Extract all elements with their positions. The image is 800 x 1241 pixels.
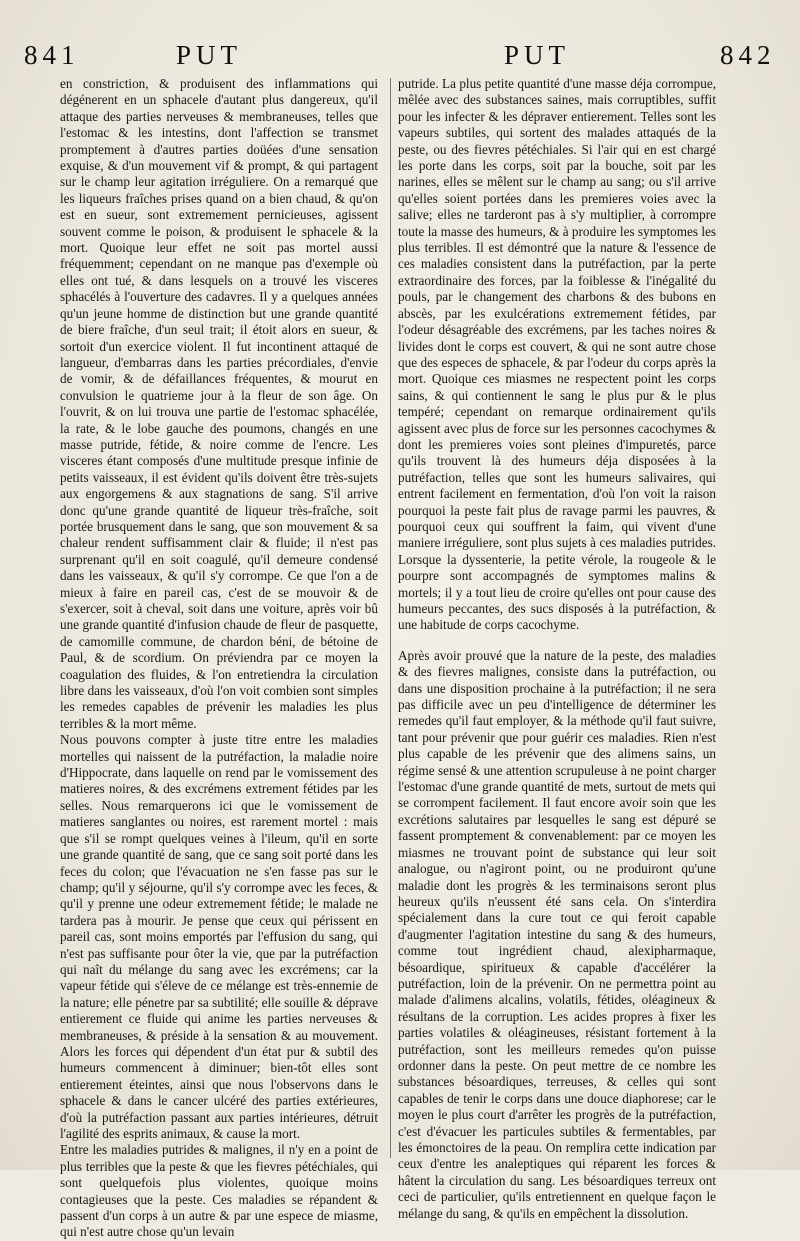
left-text-column [60, 76, 378, 1240]
right-text-column [398, 76, 716, 1221]
column-divider [390, 78, 391, 1158]
paragraph: Nous pouvons compter à juste titre entre les maladies mortelles qui naissent de la putréfaction, la maladie noire d'Hippocrate, dans laquelle on rend par le vomissement des matieres noires, & des excrémens extrement fétides par les selles. Nous remarquerons ici que le vomissement de matieres sanglantes ou noires, est rarement mortel : mais que s'il se rompt quelques veines à l'ileum, qu'il en sorte une grande quantité de sang, que ce sang soit porté dans les feces du colon; que l'évacuation ne s'en fasse pas sur le champ; qu'il y séjourne, qu'il s'y corrompe avec les feces, & qu'il y prenne une odeur extremement fétide; le malade ne tardera pas à mourir. Je pense que ceux qui périssent en pareil cas, sont moins emportés par l'effusion du sang, qui n'est pas suffisante pour ôter la vie, que par la putréfaction qui naît du mélange du sang avec les excrémens; car la vapeur fétide qui s'éleve de ce mélange est très-ennemie de la nature; elle pénetre par sa subtilité; elle souille & déprave entierement ce fluide qui anime les parties nerveuses & membraneuses, & préside à la sensation & au mouvement. Alors les forces qui dépendent d'un état pur & subtil des humeurs commencent à diminuer; bien-tôt elles sont entierement éteintes, ainsi que nous l'observons dans le sphacele & dans le cancer ulcéré des parties extérieures, d'où la putréfaction passant aux parties intérieures, détruit l'agilité des esprits animaux, & cause la mort. [60, 732, 378, 1141]
paragraph: putride. La plus petite quantité d'une masse déja corrompue, mêlée avec des substances saines, mais corruptibles, suffit pour les infecter & les dépraver entierement. Telles sont les vapeurs subtiles, qui sortent des malades attaqués de la peste, ou des fievres pétéchiales. Si l'air qui en est chargé les porte dans les corps, soit par la bouche, soit par les narines, elles se mêlent sur le champ au sang; ou s'il arrive qu'elles soient portées dans les premieres voies avec la salive; elles ne tarderont pas à s'y multiplier, à corrompre toute la masse des humeurs, & à produire les symptomes les plus terribles. Il est démontré que la nature & l'essence de ces maladies consistent dans la putréfaction, par la perte extraordinaire des forces, par la foiblesse & l'inégalité du pouls, par le changement des charbons & des bubons en abscès, par les exulcérations extremement fétides, par l'odeur désagréable des excrémens, par les taches noires & livides dont le corps est couvert, & qui ne sont autre chose que des especes de sphacele, & par l'odeur du corps après la mort. Quoique ces miasmes ne respectent point les corps sains, & qui contiennent le sang le plus pur & le plus tempéré; cependant on remarque ordinairement qu'ils agissent avec plus de force sur les personnes cacochymes & dont les premieres voies sont pleines d'impuretés, parce qu'ils trouvent là des humeurs déja disposées à la putréfaction, telles que sont les humeurs salivaires, qui entrent facilement en fermentation, d'où l'on voit la raison pourquoi la peste fait plus de ravage parmi les pauvres, & pourquoi ceux qui souffrent la faim, qui vivent d'une maniere irréguliere, sont plus sujets à ces maladies putrides. Lorsque la dyssenterie, la petite vérole, la rougeole & le pourpre sont accompagnés de symptomes malins & mortels; il y a tout lieu de croire qu'elles ont pour cause des humeurs peccantes, des sucs disposés à la putréfaction, & une habitude de corps cacochyme. [398, 76, 716, 633]
page-number-left: 841 [24, 40, 80, 70]
page-number-right: 842 [720, 40, 776, 70]
paragraph: Entre les maladies putrides & malignes, il n'y en a point de plus terribles que la peste & que les fievres pétéchiales, qui sont quelquefois plus violentes, quoique moins contagieuses que la peste. Ces maladies se répandent & passent d'un corps à un autre & par une espece de miasme, qui n'est autre chose qu'un levain [60, 1142, 378, 1240]
paragraph: en constriction, & produisent des inflammations qui dégénerent en un sphacele d'autant plus dangereux, qu'il attaque des parties nerveuses & membraneuses, telles que l'estomac & les intestins, dont l'affection se transmet promptement à d'autres parties doüées d'une sensation exquise, & d'un mouvement vif & prompt, & qui partagent sur le champ leur agitation irréguliere. On a remarqué que les liqueurs fraîches prises quand on a bien chaud, & qu'on est en sueur, sont extremement pernicieuses, agissent souvent comme le poison, & produisent le sphacele & la mort. Quoique leur effet ne soit pas mortel aussi fréquemment; cependant on ne manque pas d'exemple où elles ont tué, & dans lesquels on a trouvé les visceres sphacélés à l'ouverture des cadavres. Il y a quelques années qu'un jeune homme de distinction but une grande quantité de biere fraîche, d'un seul trait; il étoit alors en sueur, & sortoit d'un exercice violent. Il fut incontinent attaqué de langueur, d'embarras dans les parties précordiales, d'envie de vomir, & de défaillances fréquentes, & mourut en convulsion le quatrieme jour à la fleur de son âge. On l'ouvrit, & on lui trouva une partie de l'estomac sphacélée, la rate, & le lobe gauche des poumons, changés en une masse putride, fétide, & noire comme de l'encre. Les visceres étant composés d'une multitude presque infinie de petits vaisseaux, il est évident qu'ils doivent être très-sujets aux engorgemens & aux stagnations de sang. S'il arrive donc qu'une grande quantité de liqueur très-fraîche, soit portée brusquement dans le sang, que son mouvement & sa chaleur rendent suffisamment clair & fluide; il n'est pas surprenant qu'il en soit coagulé, qu'il demeure condensé dans les vaisseaux, & qu'il s'y corrompe. Ce que l'on a de mieux à faire en pareil cas, c'est de se mouvoir & de s'exercer, soit à cheval, soit dans une voiture, après voir bû une grande quantité d'infusion chaude de fleur de pasquette, de camomille commune, de chardon béni, de bétoine de Paul, & de scordium. On préviendra par ce moyen la coagulation des fluides, & l'on entretiendra la circulation libre dans les vaisseaux, d'où l'on voit combien sont simples les remedes capables de prévenir les maladies les plus terribles & la mort même. [60, 76, 378, 731]
paragraph: Après avoir prouvé que la nature de la peste, des maladies & des fievres malignes, consiste dans la putréfaction, ou dans une disposition prochaine à la putréfaction; il ne sera pas difficile avec un peu d'intelligence de déterminer les remedes qu'il faut employer, & la méthode qu'il faut suivre, tant pour prévenir que pour guérir ces maladies. Rien n'est plus capable de les prévenir que des alimens sains, un régime sensé & une attention scrupuleuse à ne point charger l'estomac d'une grande quantité de mets, surtout de mets qui se corrompent facilement. Il faut encore avoir soin que les excrétions salutaires par lesquelles le sang est dépuré se fassent promptement & convenablement: par ce moyen les miasmes ne trouvant point de substance qui leur soit analogue, ou n'agiront point, ou ne produiront qu'une maladie dont les progrès & les terminaisons seront plus heureux qu'ils n'eussent été sans cela. On s'interdira spécialement dans la cure tout ce qui feroit capable d'augmenter l'agitation intestine du sang & des humeurs, comme tout ingrédient chaud, alexipharmaque, bésoardique, spiritueux & capable d'accélérer la putréfaction, loin de la prévenir. On ne permettra point au malade d'alimens alcalins, volatils, fétides, oléagineux & résultans de la corruption. Les acides propres à fixer les parties volatiles & oléagineuses, résistant fortement à la putréfaction, sont les meilleurs remedes qu'on puisse ordonner dans la peste. On peut mettre de ce nombre les substances bésoardiques, terreuses, & celles qui sont capables de tenir le corps dans une douce diaphorese; car le moyen le plus court d'arrêter les progrès de la putréfaction, c'est d'évacuer les particules subtiles & fermentables, par les émonctoires de la peau. On remplira cette indication par ceux d'entre les analeptiques qui réparent les forces & hâtent la circulation du sang. Les bésoardiques terreux ont ceci de particulier, qu'ils entretiennent en quelque façon le mélange du sang, & qu'ils en empêchent la dissolution. [398, 647, 716, 1221]
running-head-right: PUT [504, 40, 571, 70]
running-head-left: PUT [176, 40, 243, 70]
